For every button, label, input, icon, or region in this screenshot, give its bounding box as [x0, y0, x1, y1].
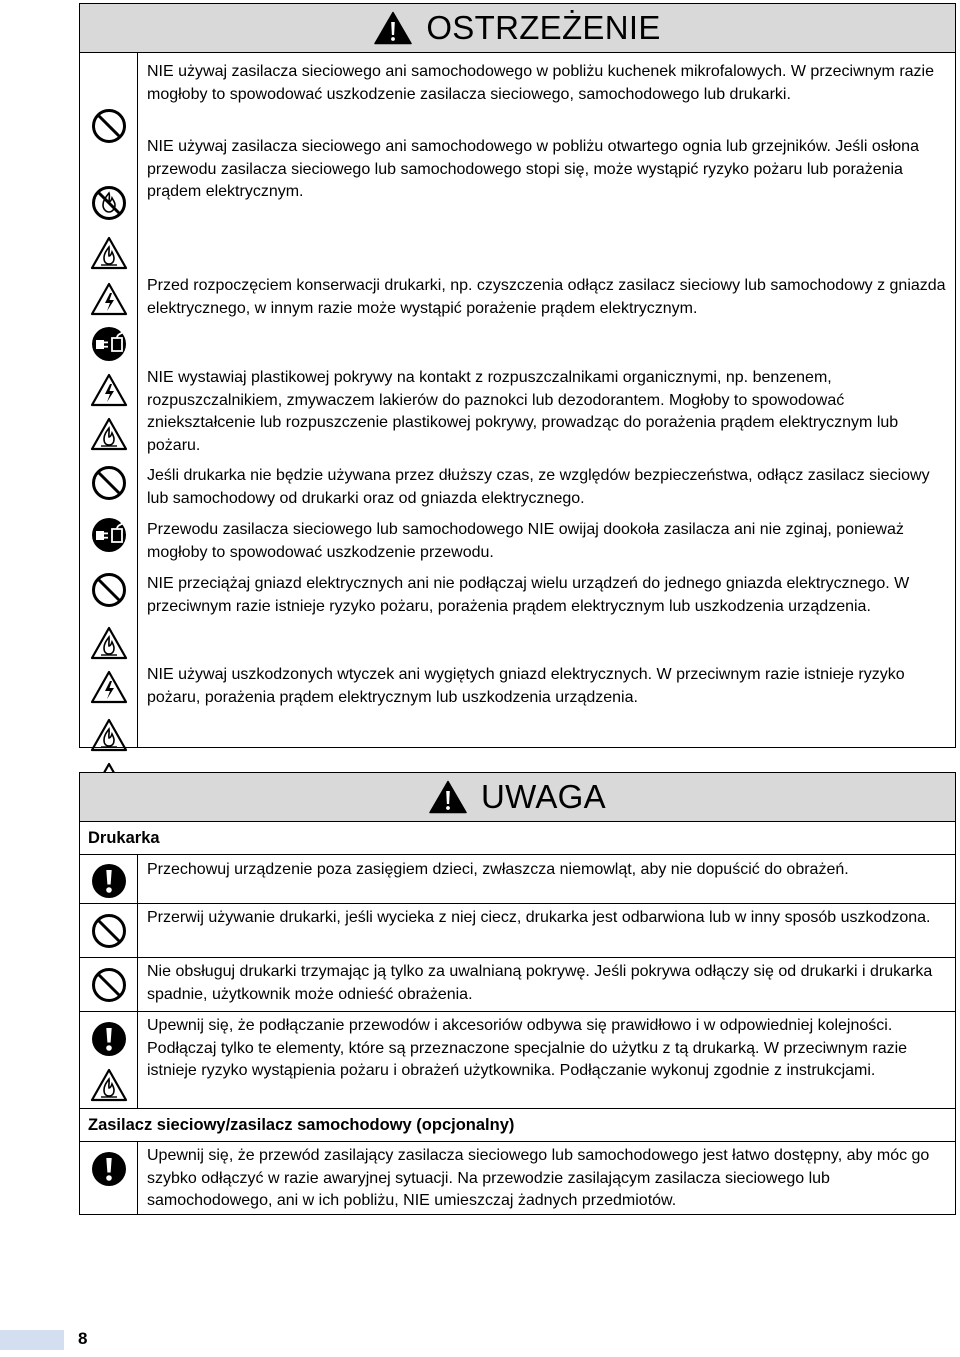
warning-box — [79, 3, 956, 748]
fire-hazard-icon — [90, 417, 128, 451]
caution-paragraph: Upewnij się, że podłączanie przewodów i akcesoriów odbywa się prawidłowo i w odpowiedniej kolejności. Podłączaj tylko te elementy, które są przeznaczone specjalnie do użytku z tą drukarką. W przeciwnym razie istnieje ryzyko wystąpienia pożaru i obrażeń użytkownika. Podłączanie wykonuj zgodnie z instrukcjami. — [147, 1017, 908, 1079]
caution-paragraph: Nie obsługuj drukarki trzymając ją tylko za uwalnianą pokrywę. Jeśli pokrywa odłączy się od drukarki i drukarka spadnie, użytkownik może odnieść obrażenia. — [147, 963, 933, 1003]
fire-hazard-icon — [90, 236, 128, 270]
unplug-icon — [91, 326, 127, 362]
prohibited-icon — [91, 465, 127, 501]
warning-text-column — [138, 52, 955, 747]
warning-paragraph: Przewodu zasilacza sieciowego lub samochodowego NIE owijaj dookoła zasilacza ani nie zginaj, ponieważ mogłoby to spowodować uszkodzenie przewodu. — [147, 521, 904, 561]
electric-shock-icon — [90, 282, 128, 316]
caution-row — [80, 854, 955, 903]
unplug-icon — [91, 517, 127, 553]
caution-paragraph: Przechowuj urządzenie poza zasięgiem dzieci, zwłaszcza niemowląt, aby nie dopuścić do obrażeń. — [147, 861, 849, 878]
warning-paragraph: Przed rozpoczęciem konserwacji drukarki, np. czyszczenia odłącz zasilacz sieciowy lub samochodowy z gniazda elektrycznego, w innym razie może wystąpić porażenie prądem elektrycznym. — [147, 277, 946, 317]
prohibited-icon — [91, 572, 127, 608]
electric-shock-icon — [90, 373, 128, 407]
caution-row — [80, 957, 955, 1011]
warning-paragraph: NIE używaj zasilacza sieciowego ani samochodowego w pobliżu kuchenek mikrofalowych. W przeciwnym razie mogłoby to spowodować uszkodzenie zasilacza sieciowego, samochodowego lub drukarki. — [147, 63, 934, 103]
caution-box — [79, 772, 956, 1215]
warning-paragraph: Jeśli drukarka nie będzie używana przez dłuższy czas, ze względów bezpieczeństwa, odłącz zasilacz sieciowy lub samochodowy od drukarki oraz od gniazda elektrycznego. — [147, 467, 930, 507]
warning-title: OSTRZEŻENIE — [426, 9, 661, 46]
warning-paragraph: NIE używaj zasilacza sieciowego ani samochodowego w pobliżu otwartego ognia lub grzejników. Jeśli osłona przewodu zasilacza sieciowego lub samochodowego stopi się, może wystąpić ryzyko pożaru lub porażenia prądem elektrycznym. — [147, 138, 919, 200]
caution-title: UWAGA — [481, 778, 606, 815]
mandatory-action-icon — [91, 1021, 127, 1057]
fire-hazard-icon — [90, 626, 128, 660]
caution-header — [80, 773, 955, 821]
caution-paragraph: Upewnij się, że przewód zasilający zasilacza sieciowego lub samochodowego jest łatwo dostępny, aby móc go szybko odłączyć w razie awaryjnej sytuacji. Na przewodzie zasilającym zasilacza sieciowego lub samochodowego, ani w ich pobliżu, NIE umieszczaj żadnych przedmiotów. — [147, 1147, 930, 1209]
warning-paragraph: NIE używaj uszkodzonych wtyczek ani wygiętych gniazd elektrycznych. W przeciwnym razie istnieje ryzyko pożaru, porażenia prądem elektrycznym lub uszkodzenia urządzenia. — [147, 666, 905, 706]
fire-hazard-icon — [90, 718, 128, 752]
warning-header — [80, 4, 955, 52]
prohibited-icon — [91, 108, 127, 144]
prohibited-icon — [91, 913, 127, 949]
page-number-bar — [0, 1330, 64, 1350]
prohibited-icon — [91, 967, 127, 1003]
fire-hazard-icon — [90, 1068, 128, 1102]
page-number: 8 — [78, 1329, 88, 1348]
warning-icon-column — [80, 52, 138, 747]
mandatory-action-icon — [91, 863, 127, 899]
caution-row — [80, 1011, 955, 1108]
section-heading-printer: Drukarka — [80, 821, 955, 854]
warning-body — [80, 52, 955, 747]
electric-shock-icon — [90, 670, 128, 704]
caution-row — [80, 1141, 955, 1215]
no-open-flame-icon — [91, 185, 127, 221]
caution-paragraph: Przerwij używanie drukarki, jeśli wycieka z niej ciecz, drukarka jest odbarwiona lub w inny sposób uszkodzona. — [147, 909, 931, 926]
warning-paragraph: NIE przeciążaj gniazd elektrycznych ani nie podłączaj wielu urządzeń do jednego gniazda elektrycznego. W przeciwnym razie istnieje ryzyko pożaru, porażenia prądem elektrycznym lub uszkodzenia urządzenia. — [147, 575, 910, 615]
warning-paragraph: NIE wystawiaj plastikowej pokrywy na kontakt z rozpuszczalnikami organicznymi, np. benzenem, rozpuszczalnikiem, zmywaczem lakierów do paznokci lub dezodorantem. Mogłoby to spowodować zniekształcenie lub rozpuszczenie plastikowej pokrywy, prowadząc do porażenia prądem elektrycznym lub pożaru. — [147, 369, 899, 454]
warning-triangle-icon — [429, 780, 467, 814]
caution-row — [80, 903, 955, 957]
warning-triangle-icon — [374, 11, 412, 45]
section-heading-power-adapter: Zasilacz sieciowy/zasilacz samochodowy (opcjonalny) — [80, 1108, 955, 1141]
mandatory-action-icon — [91, 1151, 127, 1187]
